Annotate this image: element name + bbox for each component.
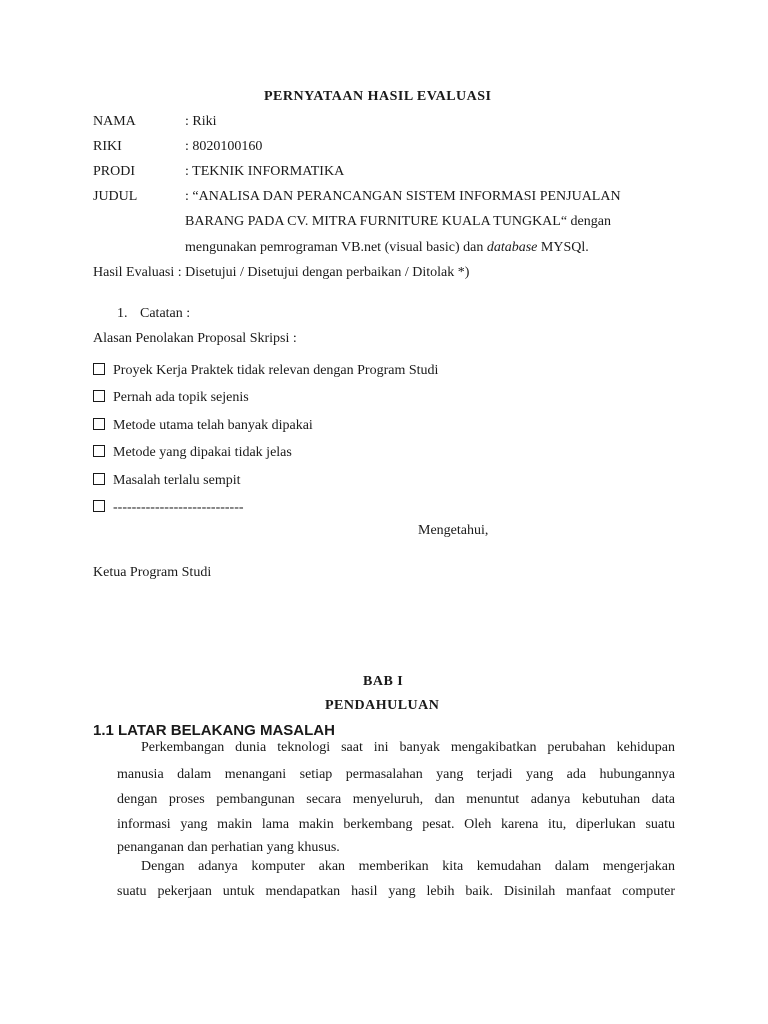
evaluation-title: PERNYATAAN HASIL EVALUASI — [264, 89, 492, 104]
judul-line-3-pre: mengunakan pemrograman VB.net (visual basic) dan — [185, 240, 487, 255]
chapter-number: BAB I — [363, 674, 404, 689]
judul-line-3-italic: database — [486, 240, 538, 255]
field-label-nama: NAMA — [93, 114, 136, 129]
field-value-judul: : “ANALISA DAN PERANCANGAN SISTEM INFORMASI PENJUALAN — [185, 189, 621, 204]
para2-line-1: Dengan adanya komputer akan memberikan kita kemudahan dalam mengerjakan — [141, 859, 675, 874]
checkbox-label-4: Metode yang dipakai tidak jelas — [113, 445, 292, 460]
para1-line-1: Perkembangan dunia teknologi saat ini banyak mengakibatkan perubahan kehidupan — [141, 740, 675, 755]
hasil-evaluasi: Hasil Evaluasi : Disetujui / Disetujui dengan perbaikan / Ditolak *) — [93, 265, 470, 280]
para1-line-2: manusia dalam menangani setiap permasalahan yang terjadi yang ada hubungannya — [117, 767, 675, 782]
catatan-number: 1. — [117, 306, 128, 321]
para1-line-5: penanganan dan perhatian yang khusus. — [117, 840, 340, 855]
catatan-label: Catatan : — [140, 306, 191, 321]
section-heading: 1.1 LATAR BELAKANG MASALAH — [93, 722, 335, 739]
judul-line-3 — [185, 240, 589, 256]
alasan-heading: Alasan Penolakan Proposal Skripsi : — [93, 331, 297, 346]
field-label-riki: RIKI — [93, 139, 122, 154]
judul-line-2: BARANG PADA CV. MITRA FURNITURE KUALA TUNGKAL“ dengan — [185, 214, 611, 229]
checkbox-label-2: Pernah ada topik sejenis — [113, 390, 249, 405]
checkbox-6[interactable] — [93, 500, 105, 512]
field-value-nama: : Riki — [185, 114, 217, 129]
checkbox-label-3: Metode utama telah banyak dipakai — [113, 418, 313, 433]
checkbox-label-6: ---------------------------- — [113, 500, 244, 515]
judul-line-3-post: MYSQl. — [537, 240, 589, 255]
field-value-nim: : 8020100160 — [185, 139, 263, 154]
field-value-prodi: : TEKNIK INFORMATIKA — [185, 164, 345, 179]
checkbox-label-5: Masalah terlalu sempit — [113, 473, 241, 488]
para1-line-4: informasi yang makin lama makin berkembang pesat. Oleh karena itu, diperlukan suatu — [117, 817, 675, 832]
checkbox-5[interactable] — [93, 473, 105, 485]
para2-line-2: suatu pekerjaan untuk mendapatkan hasil yang lebih baik. Disinilah manfaat computer — [117, 884, 675, 899]
checkbox-3[interactable] — [93, 418, 105, 430]
field-label-judul: JUDUL — [93, 189, 138, 204]
checkbox-1[interactable] — [93, 363, 105, 375]
checkbox-4[interactable] — [93, 445, 105, 457]
para1-line-3: dengan proses pembangunan secara menyeluruh, dan menuntut adanya kebutuhan data — [117, 792, 675, 807]
ketua-program-studi: Ketua Program Studi — [93, 565, 212, 580]
checkbox-2[interactable] — [93, 390, 105, 402]
field-label-prodi: PRODI — [93, 164, 136, 179]
chapter-title: PENDAHULUAN — [325, 698, 440, 713]
checkbox-label-1: Proyek Kerja Praktek tidak relevan dengan Program Studi — [113, 363, 439, 378]
mengetahui: Mengetahui, — [418, 523, 489, 538]
